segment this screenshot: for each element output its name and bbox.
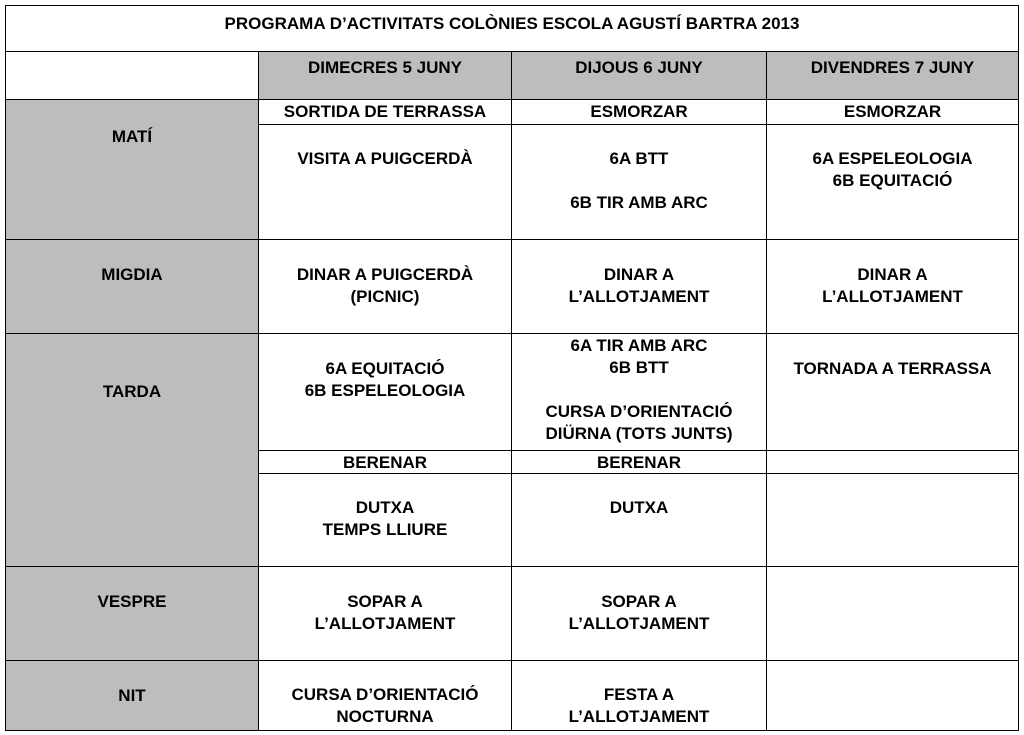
- vespre-d1-activity: SOPAR A L’ALLOTJAMENT: [258, 566, 512, 661]
- tarda-d1-berenar: BERENAR: [258, 450, 512, 474]
- day-header-2: DIJOUS 6 JUNY: [511, 51, 767, 100]
- nit-d1-activity: CURSA D’ORIENTACIÓ NOCTURNA: [258, 660, 512, 731]
- tarda-d2-after: DUTXA: [511, 473, 767, 567]
- tarda-d3-berenar-empty: [766, 450, 1019, 474]
- period-label-vespre: VESPRE: [5, 566, 259, 661]
- nit-d3-empty: [766, 660, 1019, 731]
- tarda-d2-activity: 6A TIR AMB ARC 6B BTT CURSA D’ORIENTACIÓ DIÜRNA (TOTS JUNTS): [511, 333, 767, 451]
- vespre-d3-empty: [766, 566, 1019, 661]
- vespre-d2-activity: SOPAR A L’ALLOTJAMENT: [511, 566, 767, 661]
- day-header-3: DIVENDRES 7 JUNY: [766, 51, 1019, 100]
- mati-d1-subheader: SORTIDA DE TERRASSA: [258, 99, 512, 125]
- period-label-nit: NIT: [5, 660, 259, 731]
- mati-d3-activity: 6A ESPELEOLOGIA 6B EQUITACIÓ: [766, 124, 1019, 240]
- mati-d2-subheader: ESMORZAR: [511, 99, 767, 125]
- migdia-d3-activity: DINAR A L’ALLOTJAMENT: [766, 239, 1019, 334]
- mati-d3-subheader: ESMORZAR: [766, 99, 1019, 125]
- tarda-d2-berenar: BERENAR: [511, 450, 767, 474]
- migdia-d1-activity: DINAR A PUIGCERDÀ (PICNIC): [258, 239, 512, 334]
- nit-d2-activity: FESTA A L’ALLOTJAMENT: [511, 660, 767, 731]
- tarda-d3-activity: TORNADA A TERRASSA: [766, 333, 1019, 451]
- period-label-tarda: TARDA: [5, 333, 259, 567]
- page-title: [5, 5, 1019, 52]
- header-corner: [5, 51, 259, 100]
- mati-d2-activity: 6A BTT 6B TIR AMB ARC: [511, 124, 767, 240]
- period-label-migdia: MIGDIA: [5, 239, 259, 334]
- tarda-d3-after-empty: [766, 473, 1019, 567]
- migdia-d2-activity: DINAR A L’ALLOTJAMENT: [511, 239, 767, 334]
- period-label-mati: MATÍ: [5, 99, 259, 240]
- day-header-1: DIMECRES 5 JUNY: [258, 51, 512, 100]
- mati-d1-activity: VISITA A PUIGCERDÀ: [258, 124, 512, 240]
- tarda-d1-activity: 6A EQUITACIÓ 6B ESPELEOLOGIA: [258, 333, 512, 451]
- tarda-d1-after: DUTXA TEMPS LLIURE: [258, 473, 512, 567]
- title-text: PROGRAMA D’ACTIVITATS COLÒNIES ESCOLA AGUSTÍ BARTRA 2013: [224, 14, 800, 33]
